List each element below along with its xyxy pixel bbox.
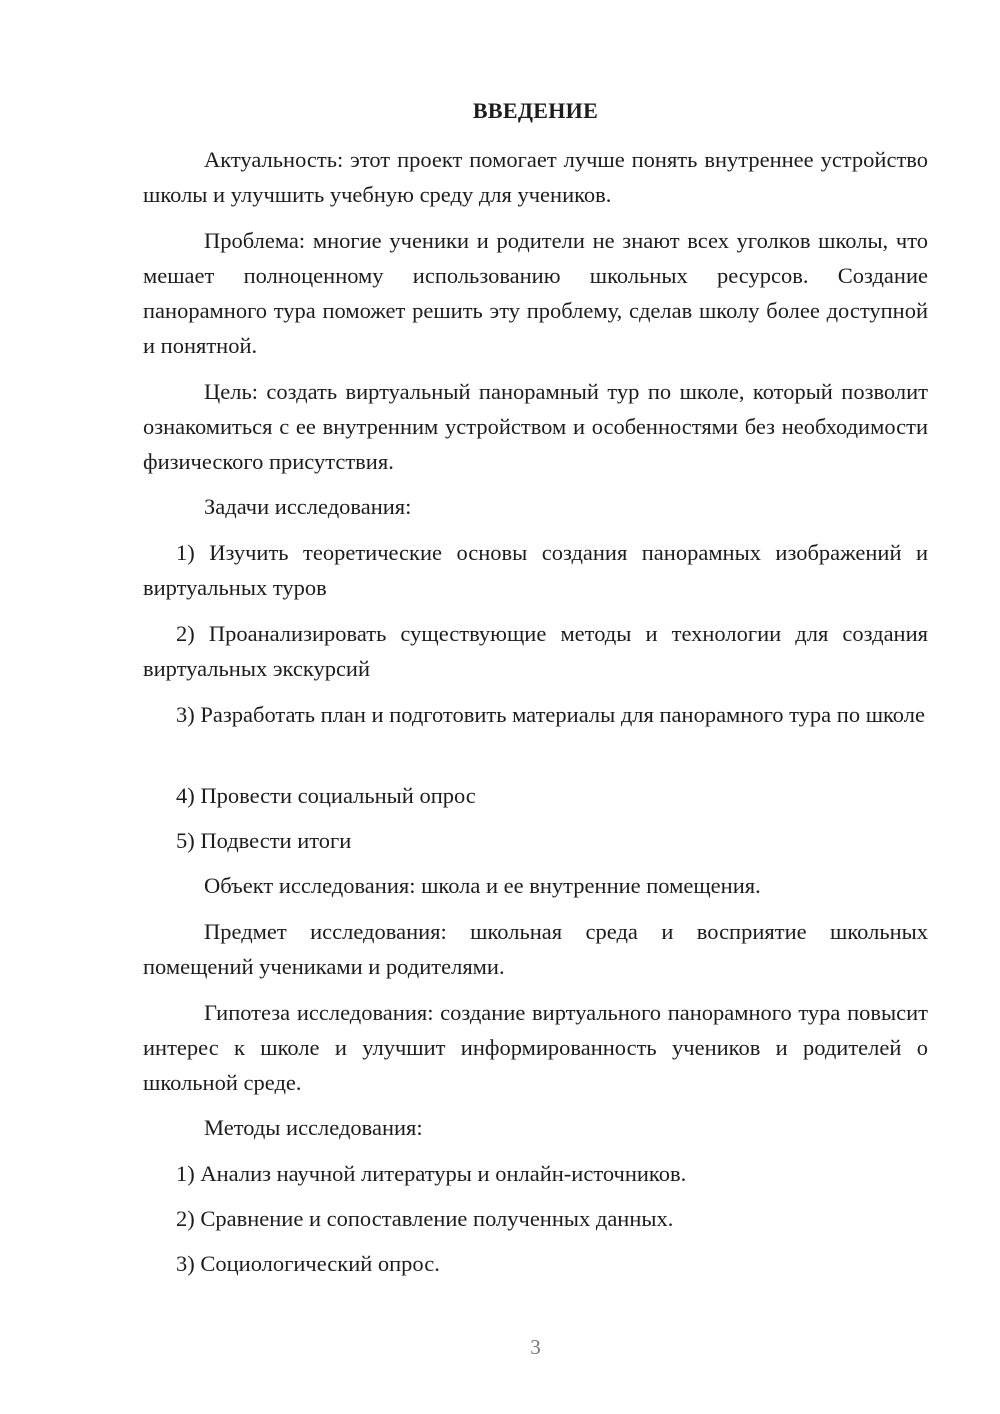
page-number: 3 <box>530 1335 541 1359</box>
problem-paragraph: Проблема: многие ученики и родители не знают всех уголков школы, что мешает полноценному использованию школьных ресурсов. Создание панорамного тура поможет решить эту проблему, сделав школу более доступной и понятной. <box>143 228 928 358</box>
subject-paragraph: Предмет исследования: школьная среда и восприятие школьных помещений учениками и родителями. <box>143 919 928 979</box>
task-item-5: 5) Подвести итоги <box>176 828 352 853</box>
goal-paragraph: Цель: создать виртуальный панорамный тур по школе, который позволит ознакомиться с ее внутренним устройством и особенностями без необходимости физического присутствия. <box>143 379 928 474</box>
tasks-heading: Задачи исследования: <box>204 494 412 519</box>
task-item-1: 1) Изучить теоретические основы создания панорамных изображений и виртуальных туров <box>143 540 928 600</box>
object-paragraph: Объект исследования: школа и ее внутренние помещения. <box>204 873 761 898</box>
method-item-1: 1) Анализ научной литературы и онлайн-источников. <box>176 1161 687 1186</box>
relevance-paragraph: Актуальность: этот проект помогает лучше понять внутреннее устройство школы и улучшить учебную среду для учеников. <box>143 147 928 207</box>
method-item-2: 2) Сравнение и сопоставление полученных данных. <box>176 1206 674 1231</box>
task-item-4: 4) Провести социальный опрос <box>176 783 476 808</box>
hypothesis-paragraph: Гипотеза исследования: создание виртуального панорамного тура повысит интерес к школе и улучшит информированность учеников и родителей о школьной среде. <box>143 1000 928 1095</box>
task-item-2: 2) Проанализировать существующие методы и технологии для создания виртуальных экскурсий <box>143 621 928 681</box>
section-title: ВВЕДЕНИЕ <box>472 98 599 123</box>
document-page <box>143 0 928 1414</box>
method-item-3: 3) Социологический опрос. <box>176 1251 440 1276</box>
task-item-3: 3) Разработать план и подготовить материалы для панорамного тура по школе <box>176 702 925 727</box>
methods-heading: Методы исследования: <box>204 1115 423 1140</box>
